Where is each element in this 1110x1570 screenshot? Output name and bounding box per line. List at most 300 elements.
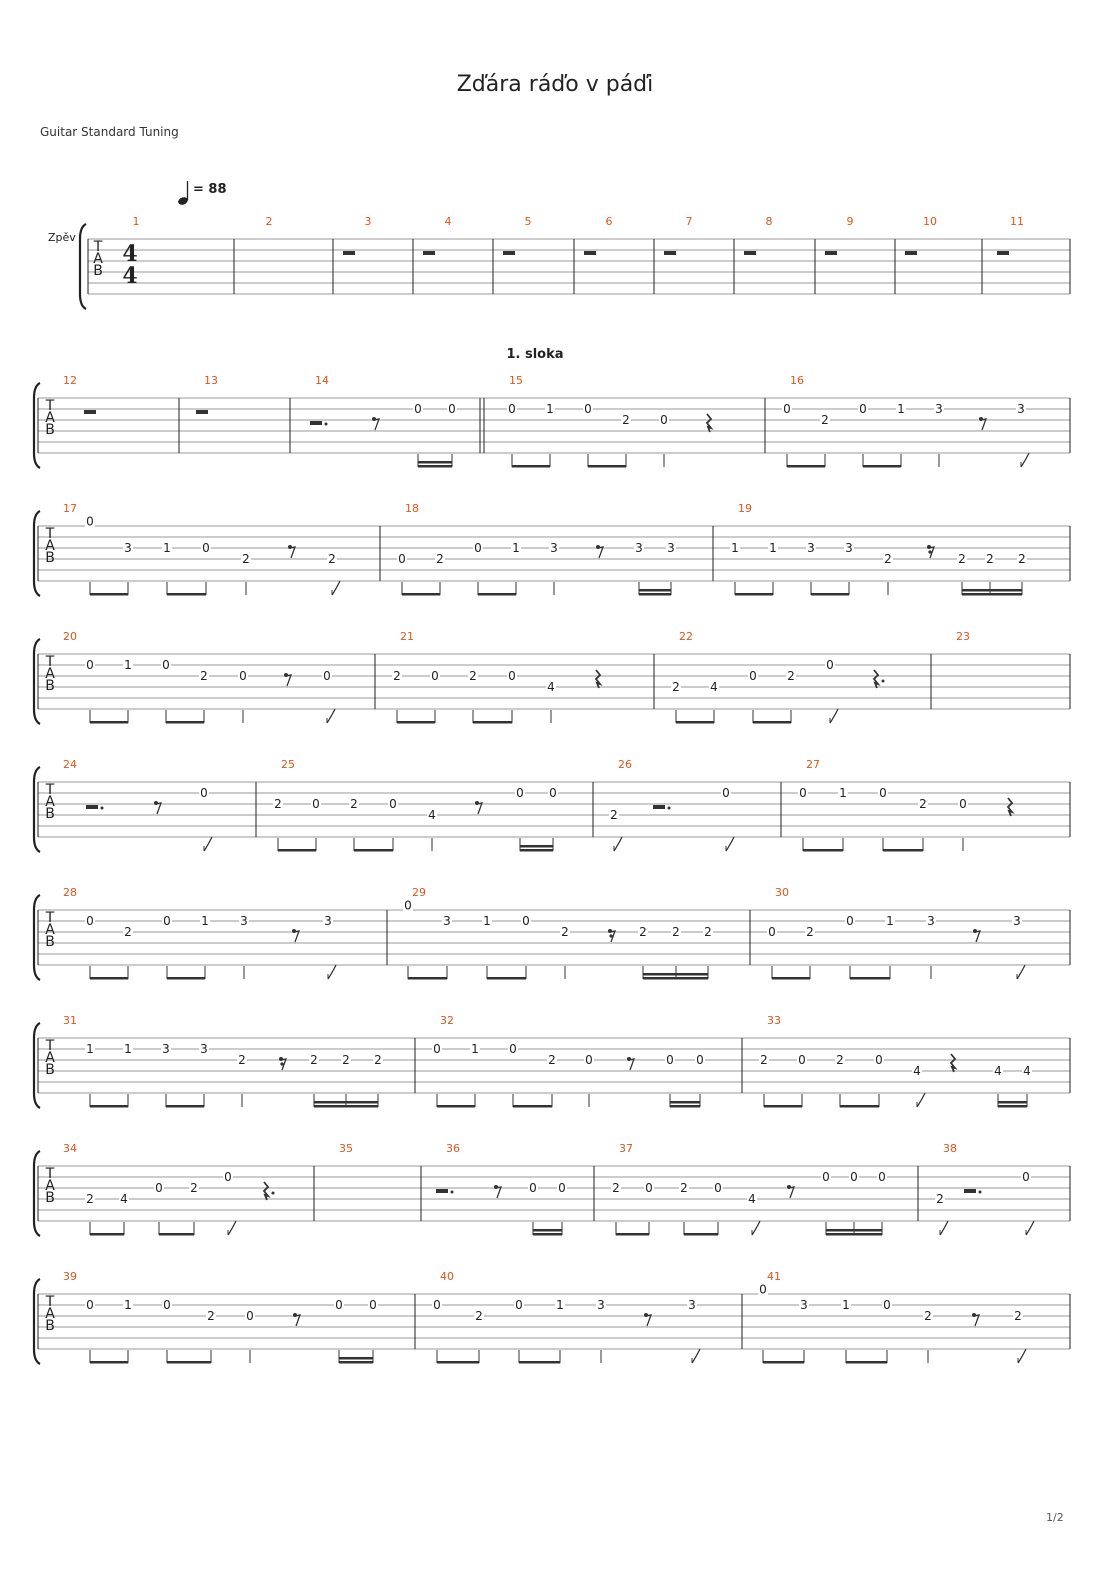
tab-system (34, 1142, 1070, 1236)
fret-number: 2 (836, 1053, 844, 1067)
tab-clef-letter: T (45, 1038, 55, 1054)
fret-number: 3 (800, 1298, 808, 1312)
time-signature-top: 4 (122, 241, 138, 267)
tab-clef-letter: T (93, 239, 103, 255)
measure-number: 25 (281, 758, 295, 771)
measure-4 (423, 215, 452, 255)
fret-number: 2 (475, 1309, 483, 1323)
measure-number: 31 (63, 1014, 77, 1027)
fret-number: 2 (190, 1181, 198, 1195)
note-flag (917, 1093, 925, 1107)
measure-6 (584, 215, 613, 255)
fret-number: 0 (389, 797, 397, 811)
measure-number: 33 (767, 1014, 781, 1027)
time-signature-bottom: 4 (122, 263, 138, 289)
note-flag (1017, 965, 1025, 979)
fret-number: 2 (274, 797, 282, 811)
fret-number: 2 (200, 669, 208, 683)
measure-number: 20 (63, 630, 77, 643)
fret-number: 0 (696, 1053, 704, 1067)
fret-number: 2 (884, 552, 892, 566)
fret-number: 1 (886, 914, 894, 928)
rest-head (928, 550, 931, 553)
fret-number: 2 (561, 925, 569, 939)
fret-number: 0 (323, 669, 331, 683)
fret-number: 4 (1023, 1064, 1031, 1078)
tab-clef-letter: A (45, 666, 55, 682)
measure-10 (905, 215, 937, 255)
fret-number: 0 (312, 797, 320, 811)
fret-number: 3 (845, 541, 853, 555)
note-beam (616, 1233, 649, 1236)
measure-number: 37 (619, 1142, 633, 1155)
track-name: Zpěv (48, 231, 76, 244)
fret-number: 0 (414, 402, 422, 416)
note-beam (753, 721, 791, 724)
note-beam (826, 1233, 882, 1236)
quarter-rest (951, 1054, 955, 1072)
rest-dot (272, 1192, 275, 1195)
tab-clef-letter: A (93, 251, 103, 267)
fret-number: 2 (207, 1309, 215, 1323)
tab-clef-letter: B (45, 1190, 55, 1206)
system-bracket (34, 895, 40, 980)
fret-number: 0 (879, 786, 887, 800)
note-beam (90, 1105, 128, 1108)
fret-number: 0 (162, 658, 170, 672)
eighth-rest (292, 929, 299, 942)
note-beam (437, 1361, 479, 1364)
fret-number: 0 (875, 1053, 883, 1067)
fret-number: 2 (704, 925, 712, 939)
note-beam (684, 1233, 718, 1236)
note-beam (588, 465, 626, 468)
fret-number: 2 (469, 669, 477, 683)
half-rest (343, 251, 355, 255)
fret-number: 1 (556, 1298, 564, 1312)
note-beam (159, 1233, 194, 1236)
fret-number: 3 (1013, 914, 1021, 928)
fret-number: 3 (667, 541, 675, 555)
fret-number: 2 (672, 925, 680, 939)
fret-number: 2 (760, 1053, 768, 1067)
tab-clef-letter: A (45, 538, 55, 554)
fret-number: 2 (310, 1053, 318, 1067)
fret-number: 3 (635, 541, 643, 555)
note-flag (332, 581, 340, 595)
system-bracket (34, 1279, 40, 1364)
fret-number: 0 (859, 402, 867, 416)
fret-number: 1 (86, 1042, 94, 1056)
note-beam (670, 1105, 700, 1108)
fret-number: 0 (200, 786, 208, 800)
measure-35 (339, 1142, 353, 1155)
fret-number: 2 (238, 1053, 246, 1067)
measure-3 (343, 215, 372, 255)
fret-number: 1 (839, 786, 847, 800)
note-beam (90, 1233, 124, 1236)
fret-number: 2 (612, 1181, 620, 1195)
note-beam (90, 977, 128, 980)
quarter-rest (707, 414, 711, 432)
note-beam (850, 977, 890, 980)
measure-number: 1 (132, 215, 140, 228)
note-flag (1026, 1221, 1034, 1235)
measure-number: 19 (738, 502, 752, 515)
note-flag (228, 1221, 236, 1235)
fret-number: 3 (240, 914, 248, 928)
measure-number: 30 (775, 886, 789, 899)
fret-number: 0 (239, 669, 247, 683)
measure-13 (196, 374, 218, 414)
note-flag (692, 1349, 700, 1363)
note-beam (962, 589, 1022, 592)
fret-number: 0 (759, 1282, 767, 1297)
tab-clef-letter: T (45, 654, 55, 670)
note-beam (339, 1357, 373, 1360)
rest-dot (451, 1191, 454, 1194)
fret-number: 0 (155, 1181, 163, 1195)
measure-11 (997, 215, 1024, 255)
note-beam (863, 465, 901, 468)
half-rest (436, 1189, 448, 1193)
tab-clef-letter: T (45, 782, 55, 798)
fret-number: 4 (994, 1064, 1002, 1078)
note-beam (840, 1105, 879, 1108)
fret-number: 2 (986, 552, 994, 566)
measure-number: 9 (846, 215, 854, 228)
rest-dot (882, 680, 885, 683)
note-beam (513, 1105, 552, 1108)
fret-number: 0 (86, 914, 94, 928)
eighth-rest (494, 1185, 501, 1198)
eighth-rest (627, 1057, 634, 1070)
note-beam (772, 977, 810, 980)
measure-number: 12 (63, 374, 77, 387)
note-flag (1021, 453, 1029, 467)
note-beam (998, 1105, 1027, 1108)
tab-clef-letter: T (45, 526, 55, 542)
tab-clef-letter: B (45, 1318, 55, 1334)
note-flag (614, 837, 622, 851)
measure-number: 35 (339, 1142, 353, 1155)
note-beam (670, 1101, 700, 1104)
eighth-rest (644, 1313, 651, 1326)
rest-dot (979, 1191, 982, 1194)
fret-number: 2 (672, 680, 680, 694)
tab-clef-letter: T (45, 1294, 55, 1310)
note-beam (676, 721, 714, 724)
note-beam (846, 1361, 887, 1364)
half-rest (744, 251, 756, 255)
measure-23 (956, 630, 970, 643)
fret-number: 4 (120, 1192, 128, 1206)
measure-number: 16 (790, 374, 804, 387)
fret-number: 0 (529, 1181, 537, 1195)
page-title: Zďára ráďo v páďi (456, 72, 654, 97)
fret-number: 0 (959, 797, 967, 811)
tab-system (34, 630, 1070, 724)
note-beam (473, 721, 512, 724)
fret-number: 3 (550, 541, 558, 555)
fret-number: 0 (584, 402, 592, 416)
fret-number: 2 (639, 925, 647, 939)
measure-number: 5 (524, 215, 532, 228)
measure-9 (825, 215, 854, 255)
fret-number: 0 (883, 1298, 891, 1312)
fret-number: 2 (242, 552, 250, 566)
system-bracket (34, 1151, 40, 1236)
note-beam (167, 1361, 211, 1364)
half-rest (86, 805, 98, 809)
measure-number: 15 (509, 374, 523, 387)
tempo-mark: = 88 (193, 182, 227, 197)
fret-number: 0 (666, 1053, 674, 1067)
fret-number: 0 (749, 669, 757, 683)
fret-number: 3 (200, 1042, 208, 1056)
fret-number: 4 (913, 1064, 921, 1078)
fret-number: 2 (919, 797, 927, 811)
fret-number: 3 (597, 1298, 605, 1312)
half-rest (84, 410, 96, 414)
fret-number: 1 (124, 658, 132, 672)
fret-number: 0 (163, 914, 171, 928)
fret-number: 4 (428, 808, 436, 822)
measure-number: 27 (806, 758, 820, 771)
fret-number: 2 (86, 1192, 94, 1206)
note-flag (726, 837, 734, 851)
tab-system (34, 502, 1070, 596)
fret-number: 1 (483, 914, 491, 928)
fret-number: 3 (927, 914, 935, 928)
note-beam (167, 977, 205, 980)
tab-clef-letter: T (45, 910, 55, 926)
fret-number: 1 (842, 1298, 850, 1312)
fret-number: 0 (224, 1170, 232, 1184)
fret-number: 2 (548, 1053, 556, 1067)
half-rest (653, 805, 665, 809)
note-beam (764, 1105, 802, 1108)
eighth-rest (284, 673, 291, 686)
fret-number: 0 (846, 914, 854, 928)
measure-number: 36 (446, 1142, 460, 1155)
tab-clef-letter: A (45, 922, 55, 938)
note-beam (811, 593, 849, 596)
fret-number: 2 (436, 552, 444, 566)
note-beam (418, 461, 452, 464)
measure-number: 32 (440, 1014, 454, 1027)
fret-number: 3 (1017, 402, 1025, 416)
note-flag (204, 837, 212, 851)
section-label: 1. sloka (506, 347, 564, 362)
rest-head (609, 934, 612, 937)
rest-dot (325, 423, 328, 426)
measure-number: 6 (605, 215, 613, 228)
fret-number: 2 (1018, 552, 1026, 566)
note-beam (90, 1361, 128, 1364)
tab-clef-letter: A (45, 1178, 55, 1194)
note-beam (90, 721, 128, 724)
eighth-rest (288, 545, 295, 558)
fret-number: 0 (246, 1309, 254, 1323)
half-rest (905, 251, 917, 255)
fret-number: 3 (324, 914, 332, 928)
fret-number: 0 (850, 1170, 858, 1184)
fret-number: 1 (769, 541, 777, 555)
tab-clef-letter: T (45, 1166, 55, 1182)
note-beam (397, 721, 435, 724)
measure-number: 38 (943, 1142, 957, 1155)
tab-clef-letter: T (45, 398, 55, 414)
fret-number: 3 (807, 541, 815, 555)
fret-number: 2 (342, 1053, 350, 1067)
fret-number: 0 (86, 514, 94, 529)
tab-system (34, 374, 1070, 468)
fret-number: 1 (897, 402, 905, 416)
fret-number: 0 (508, 402, 516, 416)
measure-number: 22 (679, 630, 693, 643)
fret-number: 2 (328, 552, 336, 566)
system-bracket (34, 639, 40, 724)
half-rest (503, 251, 515, 255)
measure-number: 28 (63, 886, 77, 899)
half-rest (310, 421, 322, 425)
half-rest (997, 251, 1009, 255)
fret-number: 2 (374, 1053, 382, 1067)
fret-number: 0 (86, 658, 94, 672)
note-beam (478, 593, 516, 596)
eighth-rest (787, 1185, 794, 1198)
note-beam (314, 1101, 378, 1104)
fret-number: 0 (509, 1042, 517, 1056)
note-beam (962, 593, 1022, 596)
fret-number: 3 (162, 1042, 170, 1056)
tab-clef-letter: B (45, 422, 55, 438)
tab-clef-letter: A (45, 794, 55, 810)
fret-number: 2 (350, 797, 358, 811)
fret-number: 3 (688, 1298, 696, 1312)
half-rest (964, 1189, 976, 1193)
fret-number: 0 (335, 1298, 343, 1312)
note-flag (328, 965, 336, 979)
half-rest (584, 251, 596, 255)
note-beam (883, 849, 923, 852)
fret-number: 2 (821, 413, 829, 427)
note-beam (787, 465, 825, 468)
fret-number: 2 (610, 808, 618, 822)
eighth-rest (973, 929, 980, 942)
note-beam (402, 593, 440, 596)
fret-number: 0 (585, 1053, 593, 1067)
system-bracket (80, 224, 86, 309)
note-beam (520, 849, 553, 852)
note-beam (763, 1361, 804, 1364)
fret-number: 0 (448, 402, 456, 416)
fret-number: 0 (433, 1298, 441, 1312)
fret-number: 0 (783, 402, 791, 416)
note-beam (90, 593, 128, 596)
tab-clef-letter: B (45, 678, 55, 694)
note-beam (533, 1233, 562, 1236)
quarter-rest (264, 1182, 268, 1200)
fret-number: 0 (398, 552, 406, 566)
measure-1 (133, 215, 140, 228)
note-flag (752, 1221, 760, 1235)
fret-number: 0 (1022, 1170, 1030, 1184)
fret-number: 0 (798, 1053, 806, 1067)
eighth-rest (372, 417, 379, 430)
tab-system (34, 886, 1070, 980)
fret-number: 0 (768, 925, 776, 939)
tab-clef-letter: B (45, 1062, 55, 1078)
fret-number: 0 (433, 1042, 441, 1056)
note-beam (512, 465, 550, 468)
system-bracket (34, 1023, 40, 1108)
eighth-rest (979, 417, 986, 430)
note-beam (639, 593, 671, 596)
fret-number: 0 (799, 786, 807, 800)
rest-dot (101, 807, 104, 810)
fret-number: 0 (822, 1170, 830, 1184)
fret-number: 2 (924, 1309, 932, 1323)
tuning-label: Guitar Standard Tuning (40, 125, 179, 139)
note-beam (533, 1229, 562, 1232)
note-beam (167, 593, 206, 596)
note-beam (998, 1101, 1027, 1104)
fret-number: 3 (124, 541, 132, 555)
measure-2 (266, 215, 273, 228)
system-bracket (34, 511, 40, 596)
measure-number: 41 (767, 1270, 781, 1283)
measure-number: 23 (956, 630, 970, 643)
fret-number: 1 (731, 541, 739, 555)
note-beam (643, 973, 708, 976)
note-beam (735, 593, 773, 596)
fret-number: 1 (124, 1298, 132, 1312)
tab-clef-letter: B (93, 263, 103, 279)
tab-clef-letter: A (45, 1050, 55, 1066)
fret-number: 2 (680, 1181, 688, 1195)
fret-number: 2 (124, 925, 132, 939)
fret-number: 2 (787, 669, 795, 683)
tab-clef-letter: B (45, 806, 55, 822)
fret-number: 2 (958, 552, 966, 566)
note-flag (1018, 1349, 1026, 1363)
fret-number: 0 (163, 1298, 171, 1312)
measure-number: 26 (618, 758, 632, 771)
measure-5 (503, 215, 532, 255)
fret-number: 2 (936, 1192, 944, 1206)
page-number: 1/2 (1046, 1511, 1064, 1524)
eighth-rest (972, 1313, 979, 1326)
note-beam (408, 977, 447, 980)
fret-number: 0 (369, 1298, 377, 1312)
measure-number: 8 (765, 215, 773, 228)
note-flag (940, 1221, 948, 1235)
fret-number: 0 (722, 786, 730, 800)
fret-number: 0 (202, 541, 210, 555)
note-beam (803, 849, 843, 852)
note-flag (830, 709, 838, 723)
measure-number: 18 (405, 502, 419, 515)
rest-dot (668, 807, 671, 810)
measure-number: 39 (63, 1270, 77, 1283)
measure-number: 21 (400, 630, 414, 643)
note-beam (639, 589, 671, 592)
note-beam (166, 721, 204, 724)
note-beam (487, 977, 526, 980)
note-beam (643, 977, 708, 980)
